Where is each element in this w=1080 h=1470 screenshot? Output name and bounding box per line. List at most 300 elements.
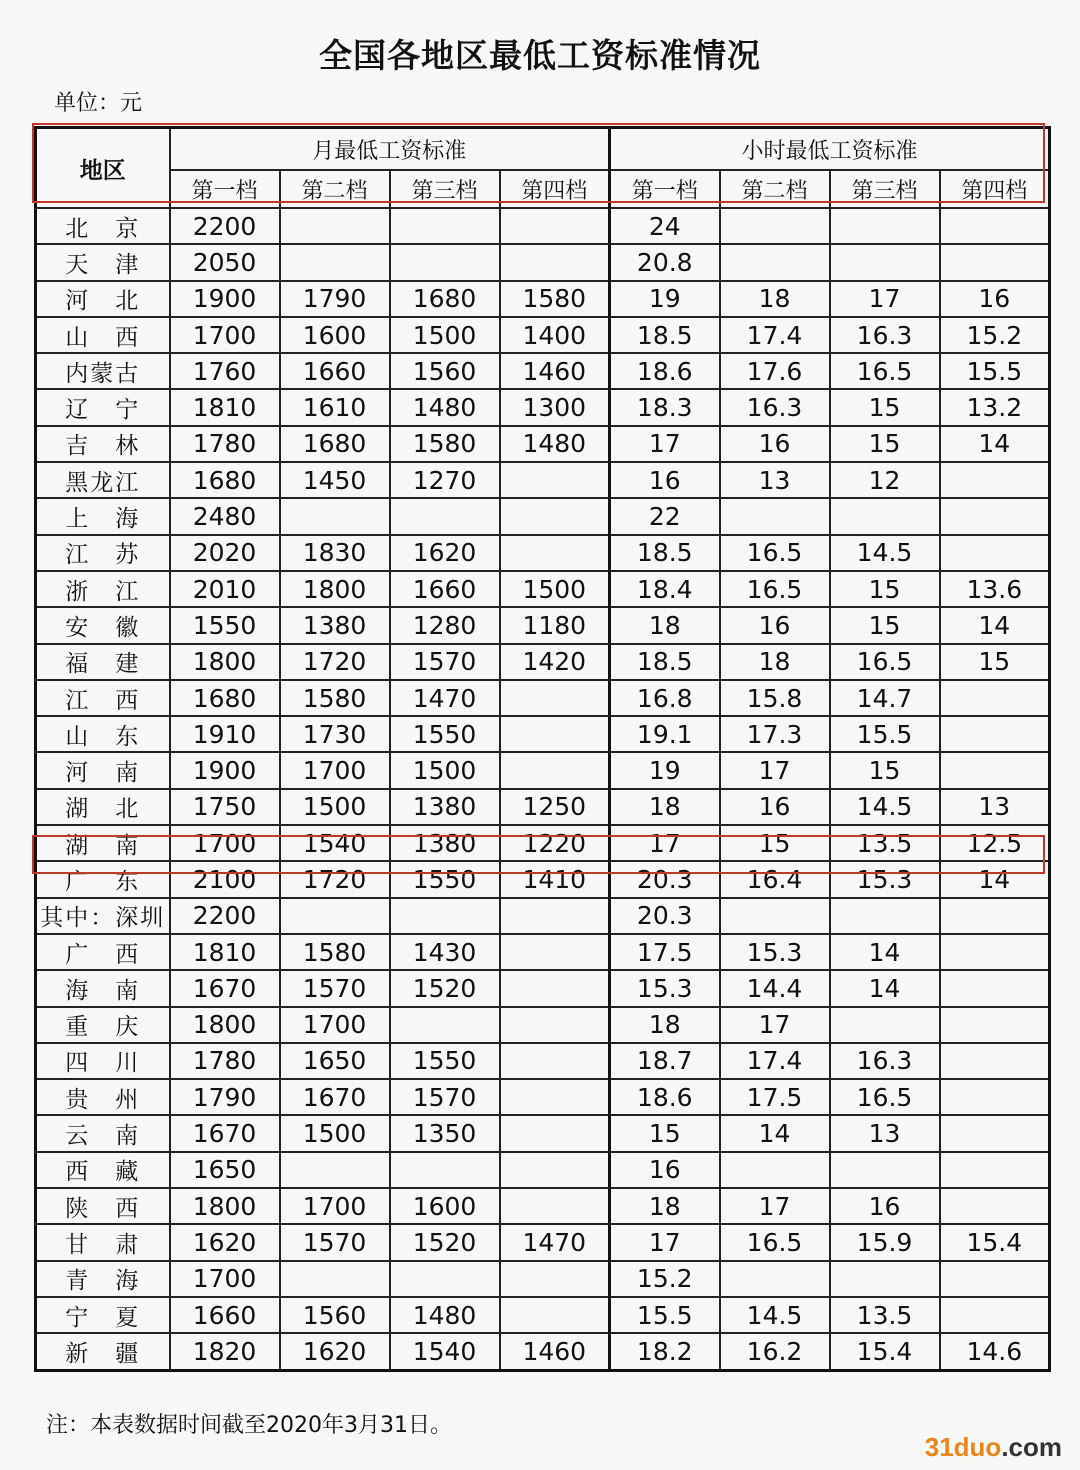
hourly-wage-cell: 17.4 [720,1043,830,1079]
unit-label: 单位：元 [54,91,143,116]
monthly-wage-cell [390,1152,500,1188]
table-row [36,1333,1050,1370]
hourly-wage-cell: 16.5 [720,571,830,607]
monthly-wage-cell: 1570 [390,644,500,680]
monthly-wage-cell: 1270 [390,462,500,498]
monthly-wage-cell [500,462,610,498]
region-cell: 云 南 [36,1115,170,1151]
monthly-wage-cell: 1570 [280,1224,390,1260]
table-row [36,607,1050,643]
hourly-wage-cell [940,244,1050,280]
hourly-wage-cell [720,498,830,534]
hourly-wage-cell: 17 [720,1007,830,1043]
monthly-wage-cell [500,680,610,716]
monthly-wage-cell [390,244,500,280]
hourly-wage-cell: 18.5 [610,535,720,571]
monthly-wage-cell: 1720 [280,861,390,897]
monthly-wage-cell: 1250 [500,789,610,825]
hourly-wage-cell: 15 [720,825,830,861]
hourly-wage-cell: 15 [940,644,1050,680]
table-row [36,1297,1050,1333]
hourly-wage-cell: 19 [610,752,720,788]
hourly-tier-4: 第四档 [940,170,1050,208]
monthly-wage-cell: 1700 [170,1261,280,1297]
hourly-wage-cell: 18 [610,607,720,643]
hourly-wage-cell: 17.5 [610,934,720,970]
hourly-wage-cell: 12.5 [940,825,1050,861]
monthly-wage-cell: 1910 [170,716,280,752]
monthly-wage-cell: 1700 [280,1188,390,1224]
hourly-wage-cell: 16.8 [610,680,720,716]
hourly-wage-cell: 14 [830,970,940,1006]
table-row [36,389,1050,425]
monthly-wage-cell [500,1188,610,1224]
table-row [36,752,1050,788]
hourly-wage-cell: 16.5 [720,535,830,571]
monthly-wage-cell: 1800 [170,1007,280,1043]
table-row [36,281,1050,317]
region-cell: 吉 林 [36,426,170,462]
hourly-wage-cell: 16 [940,281,1050,317]
region-cell: 海 南 [36,970,170,1006]
hourly-wage-cell: 14.4 [720,970,830,1006]
table-row [36,571,1050,607]
monthly-wage-cell: 1460 [500,353,610,389]
hourly-wage-cell: 15 [830,389,940,425]
hourly-wage-cell: 16.5 [830,1079,940,1115]
monthly-wage-cell: 1800 [170,644,280,680]
region-cell: 浙 江 [36,571,170,607]
hourly-wage-cell [940,680,1050,716]
region-cell: 河 北 [36,281,170,317]
monthly-wage-cell: 1500 [390,752,500,788]
hourly-wage-cell [940,208,1050,244]
monthly-wage-cell: 1180 [500,607,610,643]
monthly-wage-cell [500,970,610,1006]
hourly-wage-cell [720,898,830,934]
hourly-wage-cell: 18.6 [610,1079,720,1115]
hourly-wage-cell [720,1152,830,1188]
monthly-wage-cell: 1430 [390,934,500,970]
monthly-wage-cell [390,1007,500,1043]
monthly-wage-cell: 1580 [280,934,390,970]
monthly-wage-cell: 1580 [500,281,610,317]
region-cell: 安 徽 [36,607,170,643]
hourly-wage-cell: 16.3 [720,389,830,425]
monthly-wage-cell [500,752,610,788]
monthly-wage-cell: 1730 [280,716,390,752]
hourly-wage-cell: 14.5 [830,535,940,571]
monthly-wage-cell: 1660 [280,353,390,389]
hourly-wage-cell: 14 [720,1115,830,1151]
monthly-wage-cell: 1470 [500,1224,610,1260]
hourly-wage-cell: 16 [610,1152,720,1188]
monthly-wage-cell: 1570 [280,970,390,1006]
hourly-wage-cell: 13 [720,462,830,498]
hourly-wage-cell [830,498,940,534]
monthly-wage-cell: 1620 [390,535,500,571]
monthly-wage-cell: 1410 [500,861,610,897]
table-row [36,317,1050,353]
region-cell: 陕 西 [36,1188,170,1224]
region-cell: 四 川 [36,1043,170,1079]
footnote: 注：本表数据时间截至2020年3月31日。 [46,1413,452,1438]
monthly-wage-cell: 1500 [500,571,610,607]
monthly-wage-cell: 1670 [170,1115,280,1151]
table-row [36,644,1050,680]
monthly-wage-cell: 1800 [170,1188,280,1224]
minimum-wage-table [34,126,1051,1372]
monthly-wage-cell: 1700 [280,752,390,788]
hourly-wage-cell: 15.3 [720,934,830,970]
hourly-wage-cell: 14.6 [940,1333,1050,1370]
watermark-logo [925,1432,1062,1463]
monthly-wage-cell: 1620 [170,1224,280,1260]
page-title: 全国各地区最低工资标准情况 [319,36,761,75]
hourly-wage-cell: 15 [830,426,940,462]
hourly-wage-cell: 18.3 [610,389,720,425]
hourly-wage-cell: 17 [610,1224,720,1260]
monthly-wage-cell: 2200 [170,208,280,244]
monthly-wage-cell: 1820 [170,1333,280,1370]
monthly-wage-cell: 1790 [170,1079,280,1115]
table-row [36,970,1050,1006]
hourly-wage-cell: 12 [830,462,940,498]
monthly-wage-cell [500,1261,610,1297]
monthly-wage-cell: 1470 [390,680,500,716]
hourly-wage-cell: 13 [830,1115,940,1151]
region-cell: 新 疆 [36,1333,170,1370]
hourly-wage-cell: 15.5 [830,716,940,752]
hourly-wage-cell [940,535,1050,571]
table-row [36,825,1050,861]
table-row [36,1115,1050,1151]
hourly-header: 小时最低工资标准 [610,128,1050,171]
monthly-wage-cell: 1550 [390,1043,500,1079]
hourly-wage-cell: 17.3 [720,716,830,752]
monthly-wage-cell [280,498,390,534]
monthly-wage-cell [500,498,610,534]
hourly-wage-cell: 15.3 [610,970,720,1006]
table-row [36,1261,1050,1297]
monthly-wage-cell: 1780 [170,426,280,462]
monthly-wage-cell: 1600 [280,317,390,353]
monthly-wage-cell: 1780 [170,1043,280,1079]
hourly-wage-cell: 15.4 [940,1224,1050,1260]
region-cell: 黑龙江 [36,462,170,498]
hourly-wage-cell [940,1261,1050,1297]
table-row [36,426,1050,462]
hourly-wage-cell: 22 [610,498,720,534]
region-cell: 其中：深圳 [36,898,170,934]
monthly-tier-1: 第一档 [170,170,280,208]
region-cell: 宁 夏 [36,1297,170,1333]
monthly-wage-cell: 1670 [170,970,280,1006]
monthly-wage-cell [280,244,390,280]
hourly-wage-cell [830,244,940,280]
monthly-wage-cell: 1720 [280,644,390,680]
monthly-wage-cell: 1540 [390,1333,500,1370]
monthly-wage-cell [500,1152,610,1188]
monthly-wage-cell: 1480 [390,389,500,425]
hourly-wage-cell: 16.5 [720,1224,830,1260]
table-row [36,1079,1050,1115]
monthly-wage-cell: 1680 [280,426,390,462]
hourly-wage-cell: 16.5 [830,353,940,389]
hourly-wage-cell: 18 [610,1007,720,1043]
region-cell: 江 西 [36,680,170,716]
monthly-wage-cell: 1650 [280,1043,390,1079]
hourly-wage-cell: 15.3 [830,861,940,897]
monthly-wage-cell: 1900 [170,752,280,788]
hourly-wage-cell: 15.4 [830,1333,940,1370]
hourly-wage-cell: 15.8 [720,680,830,716]
monthly-wage-cell: 2100 [170,861,280,897]
monthly-wage-cell: 1800 [280,571,390,607]
monthly-wage-cell: 1680 [390,281,500,317]
hourly-wage-cell: 15.9 [830,1224,940,1260]
hourly-wage-cell [940,1152,1050,1188]
hourly-wage-cell: 20.8 [610,244,720,280]
hourly-wage-cell: 15.5 [610,1297,720,1333]
monthly-header: 月最低工资标准 [170,128,610,171]
monthly-wage-cell: 1380 [390,789,500,825]
monthly-wage-cell: 1450 [280,462,390,498]
hourly-wage-cell [830,208,940,244]
monthly-wage-cell: 1680 [170,680,280,716]
hourly-wage-cell: 15 [830,571,940,607]
table-row [36,716,1050,752]
monthly-tier-2: 第二档 [280,170,390,208]
hourly-wage-cell: 17 [830,281,940,317]
hourly-wage-cell [830,1261,940,1297]
hourly-tier-2: 第二档 [720,170,830,208]
hourly-wage-cell: 18.6 [610,353,720,389]
monthly-wage-cell: 1650 [170,1152,280,1188]
monthly-wage-cell: 1550 [390,716,500,752]
hourly-wage-cell: 13.6 [940,571,1050,607]
hourly-wage-cell: 14 [940,426,1050,462]
monthly-wage-cell [500,934,610,970]
hourly-wage-cell [720,244,830,280]
monthly-wage-cell: 1700 [280,1007,390,1043]
wage-table-body [36,208,1050,1370]
hourly-wage-cell [940,1115,1050,1151]
hourly-wage-cell: 19 [610,281,720,317]
hourly-wage-cell: 16 [610,462,720,498]
monthly-wage-cell: 1550 [390,861,500,897]
region-cell: 天 津 [36,244,170,280]
monthly-wage-cell [500,1115,610,1151]
hourly-wage-cell: 18 [610,789,720,825]
hourly-wage-cell: 16 [720,607,830,643]
hourly-wage-cell: 17 [610,426,720,462]
region-cell: 辽 宁 [36,389,170,425]
region-cell: 山 西 [36,317,170,353]
hourly-wage-cell [940,934,1050,970]
table-row [36,934,1050,970]
monthly-wage-cell: 1460 [500,1333,610,1370]
monthly-wage-cell: 2050 [170,244,280,280]
hourly-wage-cell: 16.3 [830,1043,940,1079]
hourly-wage-cell: 13.2 [940,389,1050,425]
watermark-domain: .com [1001,1432,1062,1462]
monthly-wage-cell: 1900 [170,281,280,317]
hourly-wage-cell: 14 [830,934,940,970]
region-cell: 江 苏 [36,535,170,571]
monthly-wage-cell: 2480 [170,498,280,534]
hourly-wage-cell: 14.7 [830,680,940,716]
region-header: 地区 [36,128,170,209]
region-cell: 广 东 [36,861,170,897]
hourly-wage-cell [830,898,940,934]
monthly-wage-cell: 1790 [280,281,390,317]
hourly-wage-cell: 19.1 [610,716,720,752]
monthly-wage-cell: 1550 [170,607,280,643]
hourly-wage-cell: 17.6 [720,353,830,389]
monthly-wage-cell: 1660 [170,1297,280,1333]
hourly-wage-cell [940,898,1050,934]
monthly-wage-cell [280,898,390,934]
table-row [36,1152,1050,1188]
monthly-wage-cell [280,1261,390,1297]
hourly-wage-cell [940,1188,1050,1224]
monthly-wage-cell: 1810 [170,934,280,970]
hourly-wage-cell: 16 [720,426,830,462]
monthly-wage-cell: 1380 [280,607,390,643]
monthly-wage-cell: 2020 [170,535,280,571]
hourly-wage-cell [940,1297,1050,1333]
hourly-wage-cell: 16 [830,1188,940,1224]
monthly-wage-cell: 1500 [280,789,390,825]
monthly-wage-cell: 1480 [500,426,610,462]
hourly-wage-cell: 14 [940,861,1050,897]
region-cell: 上 海 [36,498,170,534]
monthly-wage-cell [500,898,610,934]
hourly-wage-cell: 15.2 [940,317,1050,353]
monthly-wage-cell [500,535,610,571]
region-cell: 山 东 [36,716,170,752]
hourly-wage-cell: 16 [720,789,830,825]
hourly-wage-cell: 18.4 [610,571,720,607]
region-cell: 湖 北 [36,789,170,825]
hourly-wage-cell: 18 [720,644,830,680]
monthly-tier-3: 第三档 [390,170,500,208]
monthly-wage-cell [390,208,500,244]
table-row [36,353,1050,389]
monthly-wage-cell: 1520 [390,1224,500,1260]
hourly-wage-cell: 16.5 [830,644,940,680]
hourly-wage-cell: 14 [940,607,1050,643]
hourly-wage-cell: 15 [830,607,940,643]
table-row [36,535,1050,571]
table-row [36,680,1050,716]
table-row [36,861,1050,897]
hourly-wage-cell [940,1043,1050,1079]
watermark-name: 31duo [924,1432,1002,1462]
table-row [36,1007,1050,1043]
monthly-wage-cell: 1620 [280,1333,390,1370]
hourly-wage-cell [720,208,830,244]
hourly-wage-cell: 18.2 [610,1333,720,1370]
monthly-wage-cell: 1700 [170,317,280,353]
monthly-wage-cell: 1670 [280,1079,390,1115]
monthly-wage-cell: 1680 [170,462,280,498]
hourly-wage-cell: 13.5 [830,825,940,861]
hourly-wage-cell: 18 [720,281,830,317]
monthly-wage-cell: 1300 [500,389,610,425]
table-row [36,244,1050,280]
region-cell: 青 海 [36,1261,170,1297]
hourly-wage-cell [830,1007,940,1043]
monthly-wage-cell [280,1152,390,1188]
table-row [36,1043,1050,1079]
hourly-wage-cell [940,716,1050,752]
region-cell: 北 京 [36,208,170,244]
monthly-wage-cell: 1760 [170,353,280,389]
table-row [36,1188,1050,1224]
region-cell: 河 南 [36,752,170,788]
monthly-wage-cell: 1600 [390,1188,500,1224]
table-row [36,498,1050,534]
table-row [36,208,1050,244]
hourly-tier-1: 第一档 [610,170,720,208]
hourly-wage-cell [940,1007,1050,1043]
region-cell: 湖 南 [36,825,170,861]
hourly-wage-cell: 18 [610,1188,720,1224]
monthly-wage-cell: 1420 [500,644,610,680]
region-cell: 甘 肃 [36,1224,170,1260]
region-cell: 内蒙古 [36,353,170,389]
monthly-wage-cell: 1580 [280,680,390,716]
hourly-wage-cell [940,970,1050,1006]
monthly-wage-cell: 1500 [390,317,500,353]
hourly-wage-cell: 15.5 [940,353,1050,389]
hourly-wage-cell: 17.4 [720,317,830,353]
monthly-wage-cell: 1560 [390,353,500,389]
hourly-wage-cell: 13.5 [830,1297,940,1333]
monthly-wage-cell: 1500 [280,1115,390,1151]
monthly-wage-cell: 1830 [280,535,390,571]
region-cell: 重 庆 [36,1007,170,1043]
hourly-wage-cell: 17 [610,825,720,861]
hourly-wage-cell: 17.5 [720,1079,830,1115]
hourly-wage-cell: 18.5 [610,644,720,680]
region-cell: 福 建 [36,644,170,680]
monthly-wage-cell [500,716,610,752]
hourly-wage-cell: 20.3 [610,898,720,934]
monthly-wage-cell [500,1297,610,1333]
monthly-wage-cell [390,1261,500,1297]
hourly-wage-cell: 17 [720,752,830,788]
hourly-wage-cell: 16.4 [720,861,830,897]
hourly-tier-3: 第三档 [830,170,940,208]
monthly-wage-cell [500,1043,610,1079]
monthly-wage-cell: 1570 [390,1079,500,1115]
table-row [36,462,1050,498]
monthly-wage-cell: 1400 [500,317,610,353]
region-cell: 广 西 [36,934,170,970]
hourly-wage-cell: 13 [940,789,1050,825]
hourly-wage-cell: 15 [830,752,940,788]
hourly-wage-cell [940,1079,1050,1115]
monthly-wage-cell [390,498,500,534]
monthly-wage-cell [390,898,500,934]
monthly-wage-cell: 1350 [390,1115,500,1151]
region-cell: 西 藏 [36,1152,170,1188]
monthly-wage-cell: 1480 [390,1297,500,1333]
monthly-wage-cell: 1700 [170,825,280,861]
